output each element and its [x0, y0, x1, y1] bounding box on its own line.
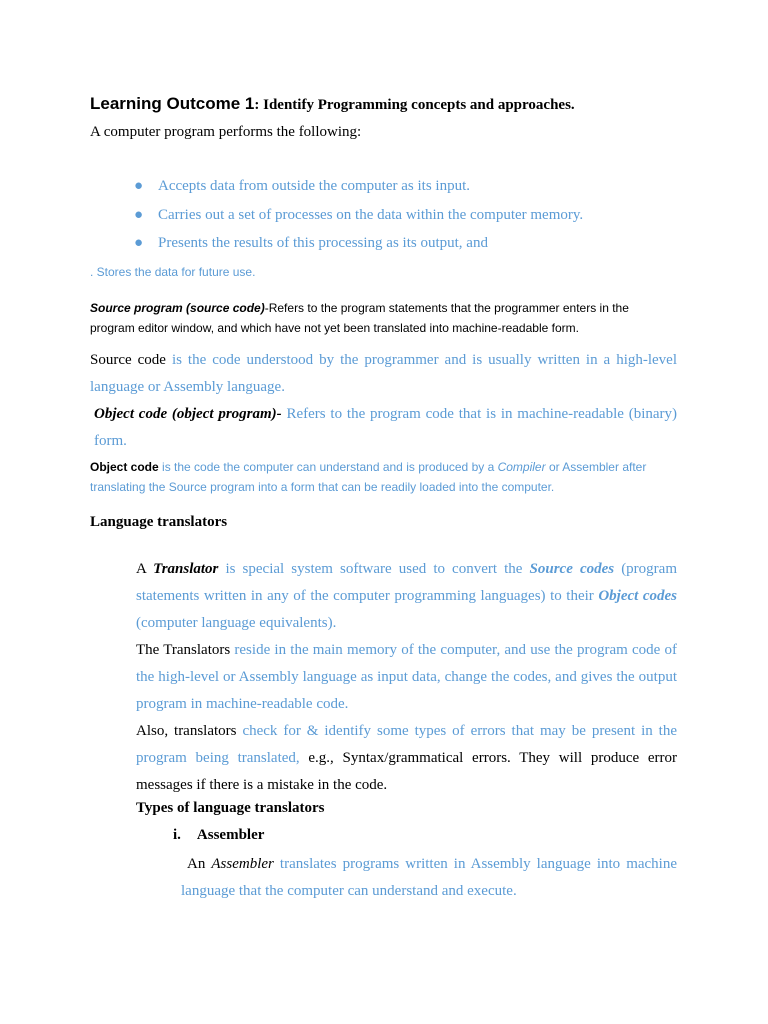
translators-memory-paragraph: The Translators reside in the main memory of the computer, and use the program code of the high-level or Assembly language as input data, change the codes, and gives the output program in machine-readable code. [136, 642, 678, 712]
heading-suffix: : Identify Programming concepts and approaches. [254, 97, 575, 113]
translator-term: Translator [153, 561, 219, 577]
translator-paragraph: A Translator is special system software used to convert the Source codes (program statements written in any of the computer programming languages) to their Object codes (computer language equivalents). [136, 561, 678, 631]
assembler-list-item [173, 827, 264, 844]
bullet-icon: ● [134, 235, 144, 251]
translators-errors-paragraph: Also, translators check for & identify some types of errors that may be present in the program being translated, e.g., Syntax/grammatical errors. They will produce error messages if there is a mistake in the code. [136, 723, 678, 793]
object-code-definition: Object code (object program)- Refers to the program code that is in machine-readable (binary) form. [94, 406, 678, 449]
source-code-paragraph: Source code is the code understood by the programmer and is usually written in a high-level language or Assembly language. [90, 352, 678, 395]
assembler-label: Assembler [196, 827, 265, 843]
source-program-term: Source program (source code) [90, 301, 265, 315]
learning-outcome-heading [90, 94, 575, 114]
bullet-icon: ● [134, 207, 144, 223]
stores-data-line: . Stores the data for future use. [90, 265, 256, 279]
assembler-term: Assembler [211, 856, 274, 872]
list-item: ● Accepts data from outside the computer as its input. [134, 178, 471, 194]
intro-text: A computer program performs the following: [90, 124, 362, 140]
source-code-term: Source code [90, 352, 166, 368]
object-code-note: Object code is the code the computer can understand and is produced by a Compiler or Assembler after translating the Source program into a form that can be readily loaded into the computer. [90, 460, 647, 494]
source-codes-term: Source codes [529, 561, 615, 577]
object-code-note-term: Object code [90, 460, 159, 474]
list-item: ● Carries out a set of processes on the data within the computer memory. [134, 207, 584, 223]
object-codes-term: Object codes [598, 588, 678, 604]
assembler-paragraph: An Assembler translates programs written in Assembly language into machine language that the computer can understand and execute. [181, 856, 677, 899]
object-code-term: Object code (object program)- [94, 406, 282, 422]
roman-numeral: i. [173, 827, 181, 843]
bullet-icon: ● [134, 178, 144, 194]
types-heading: Types of language translators [136, 800, 325, 816]
list-item: ● Presents the results of this processing as its output, and [134, 235, 488, 251]
heading-prefix: Learning Outcome 1 [90, 94, 255, 113]
source-program-definition: Source program (source code)-Refers to the program statements that the programmer enters in the program editor window, and which have not yet been translated into machine-readable form. [90, 301, 629, 335]
language-translators-heading: Language translators [90, 514, 228, 530]
